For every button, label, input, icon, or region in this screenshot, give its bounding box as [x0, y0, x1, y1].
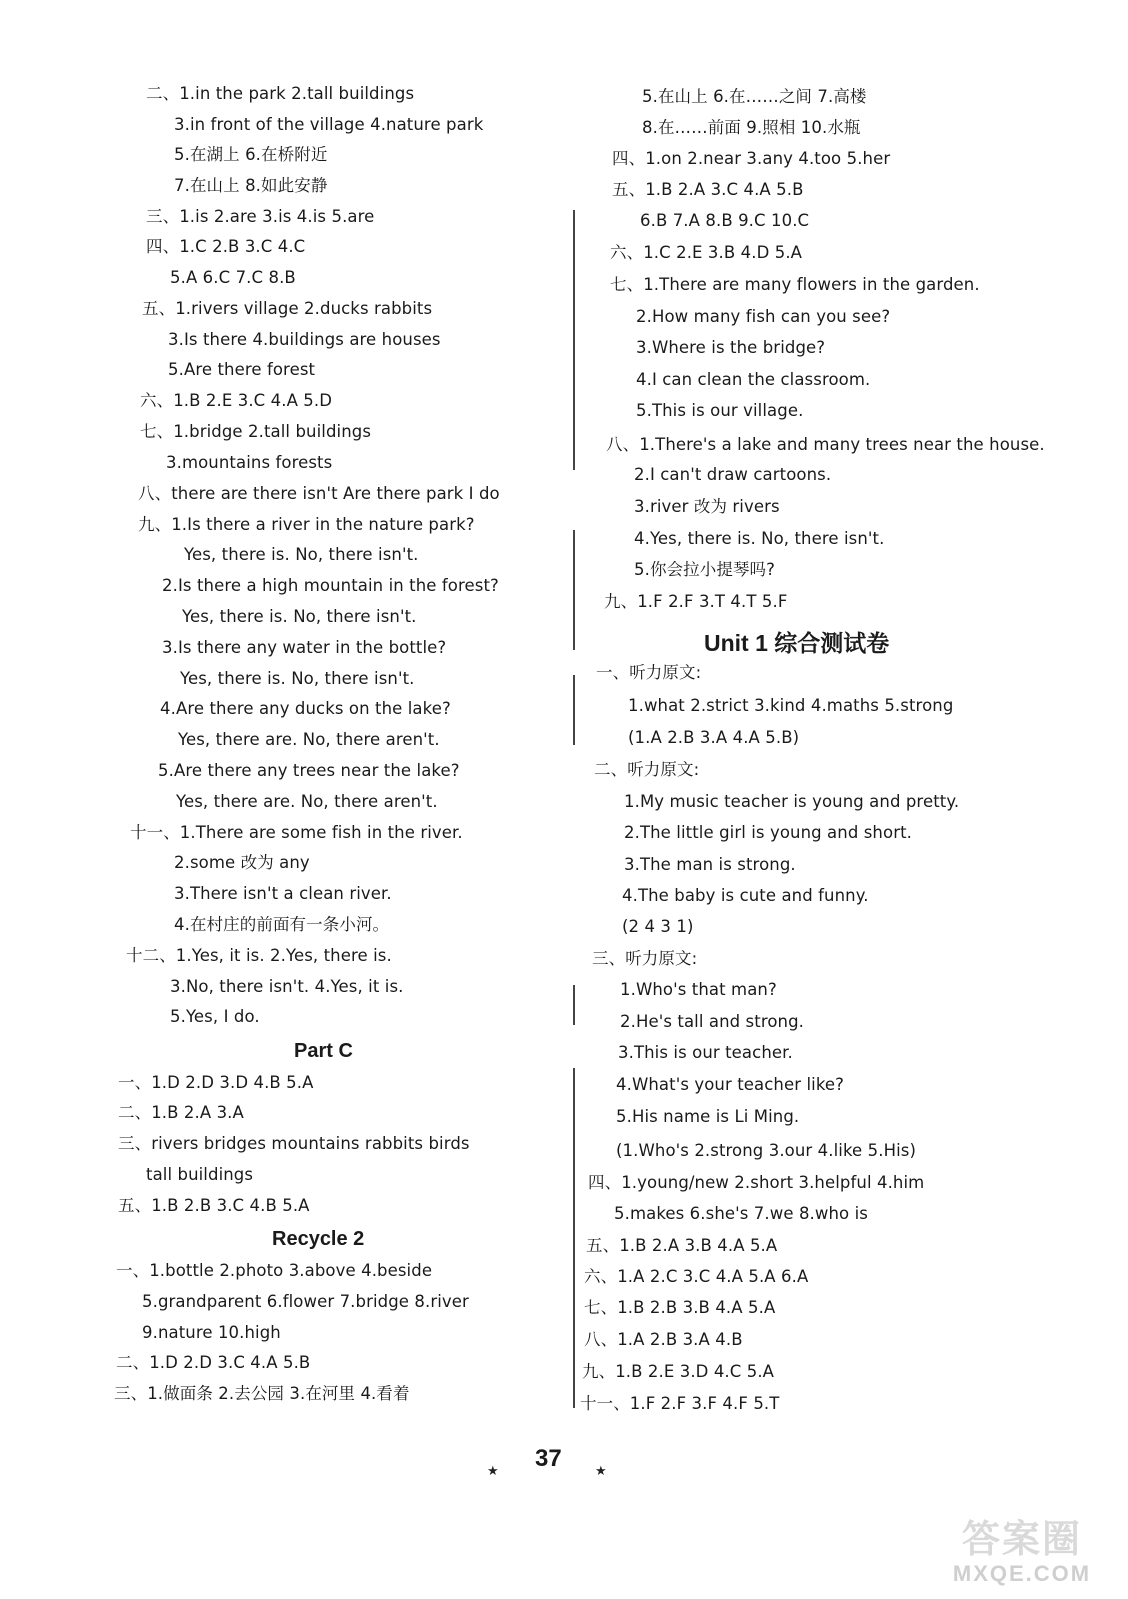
answer-line: 2.The little girl is young and short. [624, 823, 912, 842]
answer-line: (1.Who's 2.strong 3.our 4.like 5.His) [616, 1141, 916, 1160]
answer-line: 八、1.A 2.B 3.A 4.B [584, 1330, 743, 1349]
answer-line: 二、听力原文: [594, 760, 700, 779]
answer-line: 5.A 6.C 7.C 8.B [170, 268, 296, 287]
answer-line: Yes, there is. No, there isn't. [180, 669, 415, 688]
answer-line: 3.in front of the village 4.nature park [174, 115, 484, 134]
answer-line: 3.No, there isn't. 4.Yes, it is. [170, 977, 404, 996]
answer-line: 十一、1.There are some fish in the river. [130, 823, 463, 842]
answer-line: Yes, there is. No, there isn't. [182, 607, 417, 626]
answer-line: 3.There isn't a clean river. [174, 884, 392, 903]
answer-line: 3.Is there any water in the bottle? [162, 638, 447, 657]
answer-line: 4.在村庄的前面有一条小河。 [174, 915, 390, 934]
answer-line: 一、听力原文: [596, 663, 702, 682]
answer-line: 五、1.B 2.A 3.B 4.A 5.A [586, 1236, 778, 1255]
answer-line: 5.grandparent 6.flower 7.bridge 8.river [142, 1292, 469, 1311]
answer-line: 5.在湖上 6.在桥附近 [174, 145, 328, 164]
answer-line: 三、1.做面条 2.去公园 3.在河里 4.看着 [114, 1384, 410, 1403]
watermark-logo-text: 答案圈 [961, 1517, 1082, 1561]
answer-line: Yes, there are. No, there aren't. [176, 792, 438, 811]
answer-line: 七、1.bridge 2.tall buildings [140, 422, 372, 441]
answer-line: 3.Is there 4.buildings are houses [168, 330, 441, 349]
column-divider [573, 675, 575, 745]
answer-line: (1.A 2.B 3.A 4.A 5.B) [628, 728, 800, 747]
answer-line: 6.B 7.A 8.B 9.C 10.C [640, 211, 810, 230]
star-icon: ★ [487, 1464, 499, 1479]
answer-line: 九、1.F 2.F 3.T 4.T 5.F [604, 592, 788, 611]
answer-line: 5.Yes, I do. [170, 1007, 260, 1026]
answer-line: Yes, there is. No, there isn't. [184, 545, 419, 564]
answer-line: 五、1.B 2.A 3.C 4.A 5.B [612, 180, 804, 199]
page-number: 37 [535, 1445, 562, 1472]
answer-line: 二、1.D 2.D 3.C 4.A 5.B [116, 1353, 311, 1372]
column-divider [573, 210, 575, 470]
answer-line: tall buildings [146, 1165, 254, 1184]
answer-line: 六、1.C 2.E 3.B 4.D 5.A [610, 243, 803, 262]
answer-line: 六、1.B 2.E 3.C 4.A 5.D [140, 391, 333, 410]
answer-line: 5.This is our village. [636, 401, 804, 420]
column-divider [573, 530, 575, 650]
answer-line: 四、1.on 2.near 3.any 4.too 5.her [612, 149, 891, 168]
watermark-domain: MXQE.COM [952, 1561, 1092, 1586]
answer-line: 五、1.B 2.B 3.C 4.B 5.A [118, 1196, 310, 1215]
answer-line: 一、1.bottle 2.photo 3.above 4.beside [116, 1261, 433, 1280]
answer-line: 5.在山上 6.在……之间 7.高楼 [642, 87, 867, 106]
column-divider [573, 1068, 575, 1408]
answer-line: 2.I can't draw cartoons. [634, 465, 832, 484]
answer-line: 八、1.There's a lake and many trees near the house. [606, 435, 1045, 454]
answer-line: 九、1.B 2.E 3.D 4.C 5.A [582, 1362, 775, 1381]
answer-line: 7.在山上 8.如此安静 [174, 176, 328, 195]
answer-line: 1.Who's that man? [620, 980, 777, 999]
answer-line: 十二、1.Yes, it is. 2.Yes, there is. [126, 946, 392, 965]
answer-line: 三、rivers bridges mountains rabbits birds [118, 1134, 470, 1153]
answer-line: 2.some 改为 any [174, 853, 310, 872]
answer-line: 十一、1.F 2.F 3.F 4.F 5.T [580, 1394, 780, 1413]
answer-line: 1.what 2.strict 3.kind 4.maths 5.strong [628, 696, 954, 715]
answer-line: 三、1.is 2.are 3.is 4.is 5.are [146, 207, 375, 226]
answer-line: 二、1.B 2.A 3.A [118, 1103, 244, 1122]
site-watermark [932, 1517, 1112, 1591]
answer-line: 2.How many fish can you see? [636, 307, 891, 326]
answer-line: 六、1.A 2.C 3.C 4.A 5.A 6.A [584, 1267, 809, 1286]
answer-line: 9.nature 10.high [142, 1323, 281, 1342]
answer-line: 4.Are there any ducks on the lake? [160, 699, 451, 718]
answer-line: 五、1.rivers village 2.ducks rabbits [142, 299, 433, 318]
answer-line: 三、听力原文: [592, 949, 698, 968]
column-divider [573, 985, 575, 1025]
section-heading-part-c: Part C [294, 1040, 353, 1062]
answer-line: 5.Are there any trees near the lake? [158, 761, 460, 780]
answer-line: 5.你会拉小提琴吗? [634, 560, 776, 579]
answer-line: 4.What's your teacher like? [616, 1075, 845, 1094]
answer-line: 四、1.young/new 2.short 3.helpful 4.him [588, 1173, 925, 1192]
answer-line: 4.The baby is cute and funny. [622, 886, 869, 905]
answer-line: 5.Are there forest [168, 360, 316, 379]
answer-line: 九、1.Is there a river in the nature park? [138, 515, 475, 534]
answer-line: 3.river 改为 rivers [634, 497, 780, 516]
answer-line: 4.Yes, there is. No, there isn't. [634, 529, 885, 548]
answer-line: 5.His name is Li Ming. [616, 1107, 800, 1126]
answer-line: 七、1.There are many flowers in the garden. [610, 275, 980, 294]
section-heading-unit-1-test: Unit 1 综合测试卷 [704, 630, 890, 656]
answer-line: 1.My music teacher is young and pretty. [624, 792, 960, 811]
answer-line: 2.He's tall and strong. [620, 1012, 805, 1031]
answer-line: 4.I can clean the classroom. [636, 370, 871, 389]
answer-line: 3.This is our teacher. [618, 1043, 793, 1062]
answer-line: 2.Is there a high mountain in the forest? [162, 576, 499, 595]
answer-line: 3.mountains forests [166, 453, 333, 472]
answer-line: Yes, there are. No, there aren't. [178, 730, 440, 749]
answer-line: 8.在……前面 9.照相 10.水瓶 [642, 118, 861, 137]
answer-line: 3.Where is the bridge? [636, 338, 826, 357]
answer-line: 八、there are there isn't Are there park I do [138, 484, 500, 503]
answer-line: 七、1.B 2.B 3.B 4.A 5.A [584, 1298, 776, 1317]
answer-line: 四、1.C 2.B 3.C 4.C [146, 237, 306, 256]
answer-line: 5.makes 6.she's 7.we 8.who is [614, 1204, 868, 1223]
star-icon: ★ [595, 1464, 607, 1479]
answer-line: 一、1.D 2.D 3.D 4.B 5.A [118, 1073, 314, 1092]
answer-line: 3.The man is strong. [624, 855, 796, 874]
answer-line: 二、1.in the park 2.tall buildings [146, 84, 415, 103]
answer-line: (2 4 3 1) [622, 917, 694, 936]
section-heading-recycle-2: Recycle 2 [272, 1228, 365, 1250]
